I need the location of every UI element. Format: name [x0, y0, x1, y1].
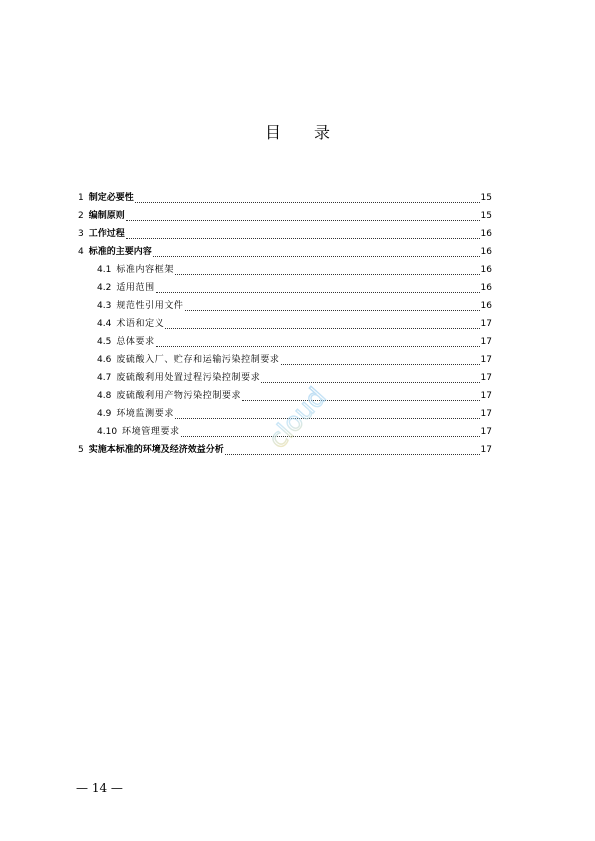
toc-entry[interactable] [78, 261, 492, 279]
toc-entry[interactable] [78, 225, 492, 243]
toc-entry-page: 17 [480, 337, 492, 347]
toc-dot-leader [281, 360, 480, 365]
toc-dot-leader [165, 324, 479, 329]
toc-entry-label: 适用范围 [116, 283, 155, 293]
toc-entry-number: 4.5 [97, 337, 112, 347]
toc-entry[interactable] [78, 243, 492, 261]
page-title: 目 录 [264, 123, 345, 142]
toc-entry[interactable] [78, 297, 492, 315]
page-number-footer: — 14 — [76, 781, 123, 795]
toc-dot-leader [153, 252, 480, 257]
toc-entry-label: 编制原则 [88, 211, 125, 221]
toc-entry[interactable] [78, 189, 492, 207]
toc-entry-number: 5 [78, 445, 84, 455]
toc-entry-number: 3 [78, 229, 84, 239]
toc-entry-page: 16 [480, 301, 492, 311]
toc-entry-label: 标准内容框架 [116, 265, 174, 275]
toc-entry-number: 4.7 [97, 373, 112, 383]
toc-entry-page: 15 [480, 193, 492, 203]
toc-entry-label: 工作过程 [88, 229, 125, 239]
toc-entry-number: 4.8 [97, 391, 112, 401]
toc-entry-label: 废硫酸利用处置过程污染控制要求 [116, 373, 261, 383]
toc-entry-label: 废硫酸利用产物污染控制要求 [116, 391, 242, 401]
toc-entry-page: 17 [480, 355, 492, 365]
toc-entry[interactable] [78, 207, 492, 225]
toc-entry-page: 17 [480, 319, 492, 329]
toc-entry-page: 16 [480, 283, 492, 293]
toc-entry-number: 4.3 [97, 301, 112, 311]
toc-entry-number: 2 [78, 211, 84, 221]
toc-entry[interactable] [78, 333, 492, 351]
toc-entry-page: 17 [480, 409, 492, 419]
toc-dot-leader [156, 342, 480, 347]
toc-entry[interactable] [78, 315, 492, 333]
toc-entry-page: 16 [480, 229, 492, 239]
toc-entry-page: 17 [480, 391, 492, 401]
toc-dot-leader [126, 216, 480, 221]
watermark-logo [262, 382, 362, 462]
watermark-text: cloud [262, 382, 333, 455]
toc-dot-leader [135, 198, 480, 203]
toc-entry-page: 17 [480, 427, 492, 437]
toc-entry[interactable] [78, 279, 492, 297]
toc-entry-page: 16 [480, 247, 492, 257]
toc-entry-page: 17 [480, 373, 492, 383]
toc-entry-number: 4.9 [97, 409, 112, 419]
toc-entry-label: 规范性引用文件 [116, 301, 184, 311]
toc-dot-leader [175, 270, 480, 275]
toc-dot-leader [185, 306, 480, 311]
toc-entry-number: 4.4 [97, 319, 112, 329]
toc-entry-page: 16 [480, 265, 492, 275]
toc-entry-label: 总体要求 [116, 337, 155, 347]
toc-dot-leader [156, 288, 480, 293]
toc-entry-number: 4.6 [97, 355, 112, 365]
toc-entry-number: 4 [78, 247, 84, 257]
toc-entry-label: 标准的主要内容 [88, 247, 152, 257]
toc-entry[interactable] [78, 351, 492, 369]
toc-entry-number: 4.10 [97, 427, 118, 437]
toc-entry-page: 17 [480, 445, 492, 455]
toc-entry-label: 实施本标准的环境及经济效益分析 [88, 445, 224, 455]
toc-entry-label: 废硫酸入厂、贮存和运输污染控制要求 [116, 355, 280, 365]
toc-entry-label: 术语和定义 [116, 319, 165, 329]
toc-entry-label: 制定必要性 [88, 193, 134, 203]
toc-dot-leader [126, 234, 480, 239]
toc-entry-number: 4.2 [97, 283, 112, 293]
toc-entry-label: 环境管理要求 [122, 427, 180, 437]
toc-entry-number: 4.1 [97, 265, 112, 275]
toc-entry-page: 15 [480, 211, 492, 221]
toc-entry-label: 环境监测要求 [116, 409, 174, 419]
toc-entry-number: 1 [78, 193, 84, 203]
